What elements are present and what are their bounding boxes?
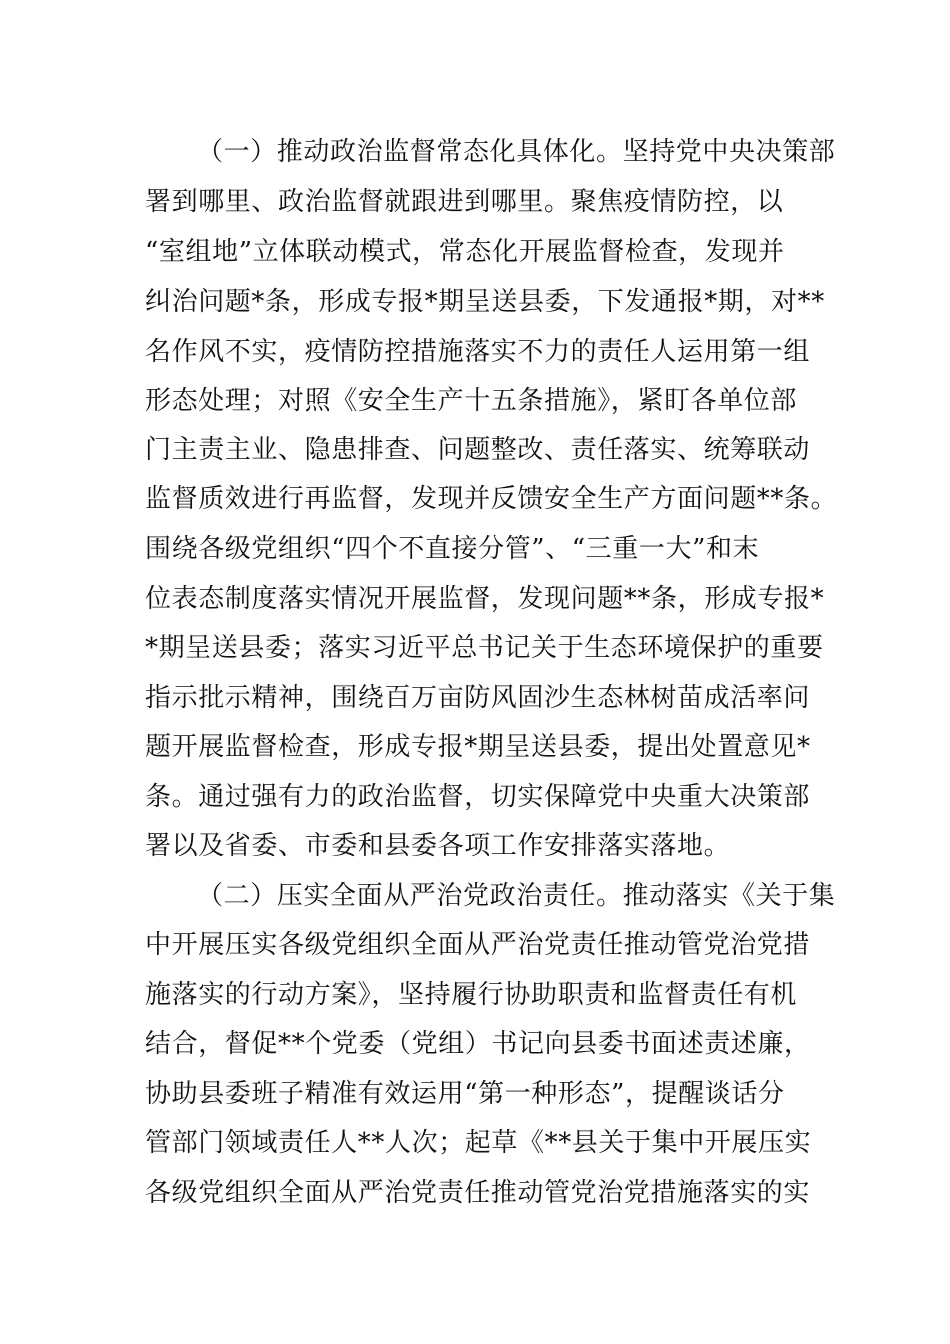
paragraph-1-line-11: *期呈送县委；落实习近平总书记关于生态环境保护的重要 (145, 633, 824, 663)
paragraph-1-line-12: 指示批示精神，围绕百万亩防风固沙生态林树苗成活率问 (145, 683, 811, 713)
paragraph-2-line-3: 施落实的行动方案》，坚持履行协助职责和监督责任有机 (145, 980, 798, 1010)
paragraph-1-line-5: 名作风不实，疫情防控措施落实不力的责任人运用第一组 (145, 337, 811, 367)
paragraph-1-line-8: 监督质效进行再监督，发现并反馈安全生产方面问题**条。 (145, 484, 838, 514)
paragraph-2-line-6: 管部门领域责任人**人次；起草《**县关于集中开展压实 (145, 1128, 812, 1158)
paragraph-1-line-2: 署到哪里、政治监督就跟进到哪里。聚焦疫情防控，以 (145, 187, 784, 217)
paragraph-1-line-4: 纠治问题*条，形成专报*期呈送县委，下发通报*期，对** (145, 287, 825, 317)
paragraph-1-line-9: 围绕各级党组织“四个不直接分管”、“三重一大”和末 (145, 534, 760, 564)
paragraph-2-line-4: 结合，督促**个党委（党组）书记向县委书面述责述廉， (145, 1029, 811, 1059)
paragraph-1-line-3: “室组地”立体联动模式，常态化开展监督检查，发现并 (145, 237, 785, 267)
paragraph-1-line-10: 位表态制度落实情况开展监督，发现问题**条，形成专报* (145, 584, 825, 614)
paragraph-1-line-14: 条。通过强有力的政治监督，切实保障党中央重大决策部 (145, 782, 811, 812)
paragraph-1-line-7: 门主责主业、隐患排查、问题整改、责任落实、统筹联动 (145, 435, 811, 465)
paragraph-2-line-5: 协助县委班子精准有效运用“第一种形态”，提醒谈话分 (145, 1079, 785, 1109)
paragraph-1-line-6: 形态处理；对照《安全生产十五条措施》，紧盯各单位部 (145, 386, 798, 416)
paragraph-1-line-13: 题开展监督检查，形成专报*期呈送县委，提出处置意见* (145, 732, 811, 762)
paragraph-2-line-7: 各级党组织全面从严治党责任推动管党治党措施落实的实 (145, 1178, 811, 1208)
paragraph-2-line-1: （二）压实全面从严治党政治责任。推动落实《关于集 (197, 881, 836, 911)
paragraph-1-line-1: （一）推动政治监督常态化具体化。坚持党中央决策部 (197, 137, 836, 167)
paragraph-1-line-15: 署以及省委、市委和县委各项工作安排落实落地。 (145, 831, 731, 861)
paragraph-2-line-2: 中开展压实各级党组织全面从严治党责任推动管党治党措 (145, 930, 811, 960)
